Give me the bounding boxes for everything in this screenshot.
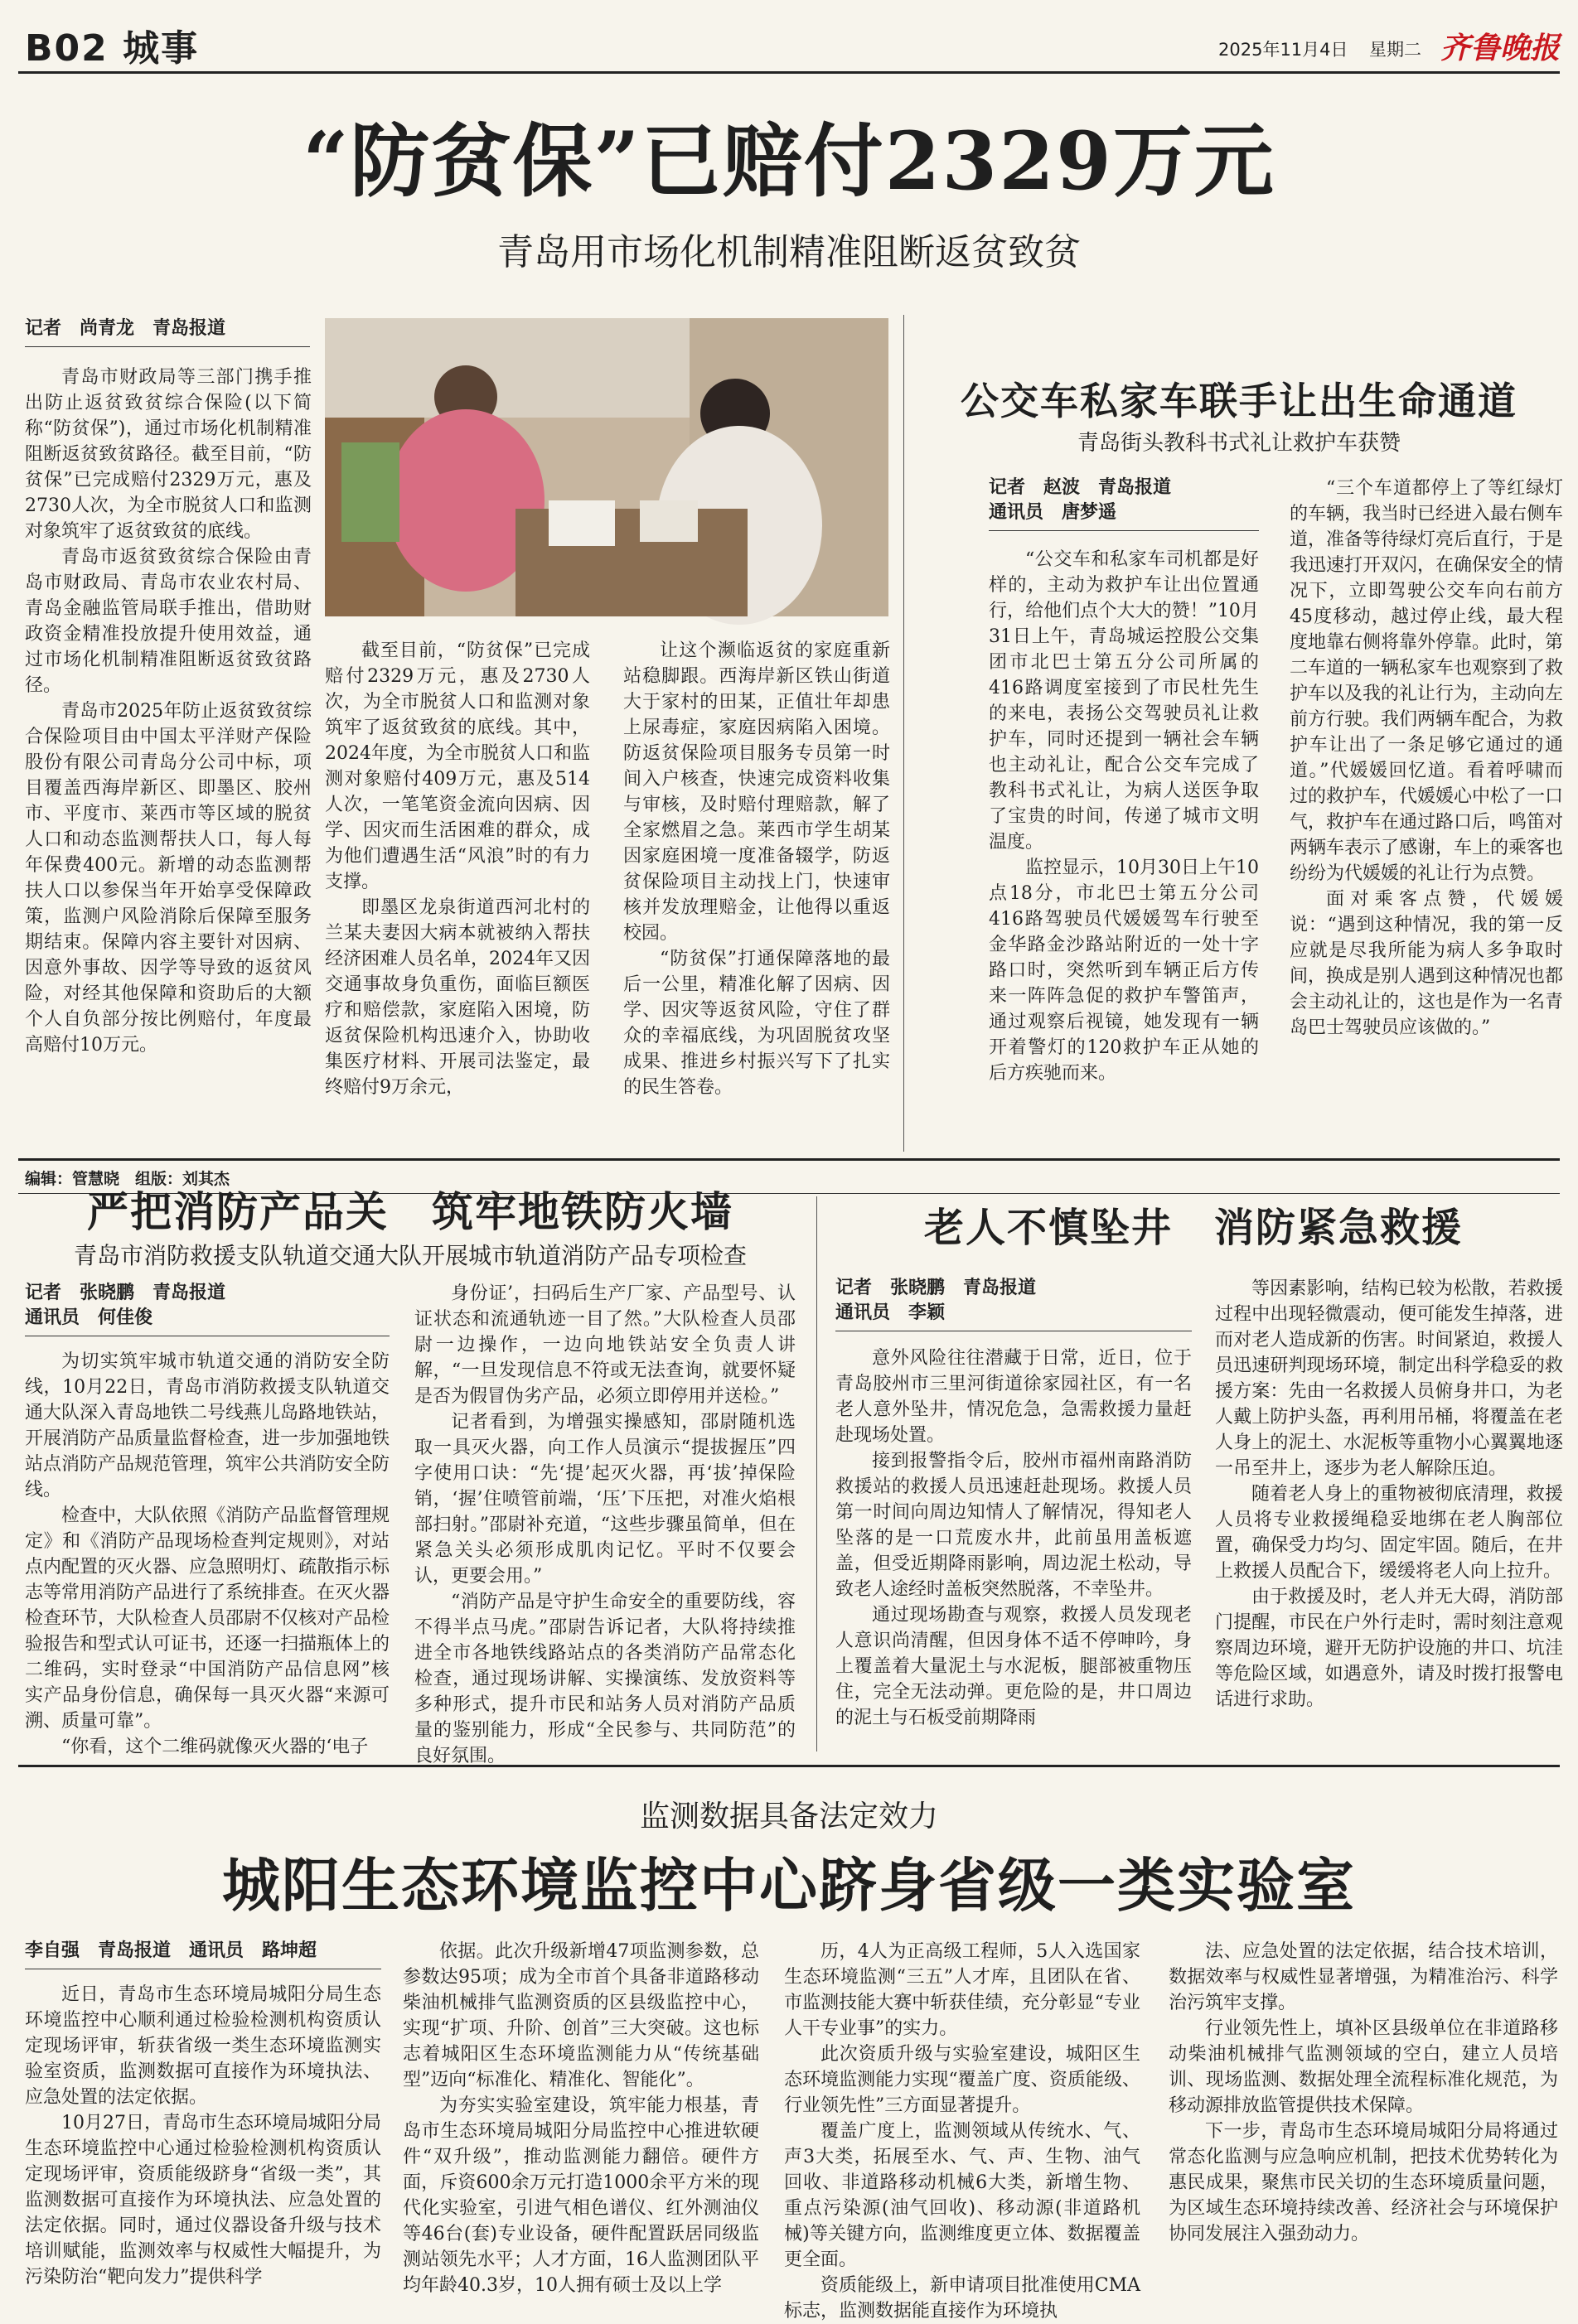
eco-column-2: 依据。此次升级新增47项监测参数，总参数达95项；成为全市首个具备非道路移动柴油机械排气监测资质的区县级监控中心，实现“扩项、升阶、创首”三大突破。这也标志着城阳区生态环境监测能力从“传统基础型”迈向“标准化、精准化、智能化”。 为夯实实验室建设，筑牢能力根基，青岛市生态环境局城阳分局监控中心推进软硬件“双升级”，推动监测能力翻倍。硬件方面，斥资600余万元打造1000余平方米的现代化实验室，引进气相色谱仪、红外测油仪等46台(套)专业设备，硬件配置跃居同级监测站领先水平；人才方面，16人监测团队平均年龄40.3岁，10人拥有硕士及以上学 (403, 1941, 759, 2296)
fire-headline: 严把消防产品关 筑牢地铁防火墙 (87, 1187, 733, 1236)
section-rule-3 (18, 1765, 1560, 1767)
lead-subheadline: 青岛用市场化机制精准阻断返贫致贫 (497, 231, 1081, 273)
eco-kicker: 监测数据具备法定效力 (639, 1800, 938, 1834)
eco-byline: 李自强 青岛报道 通讯员 路坤超 (25, 1940, 317, 1961)
eco-column-3: 历，4人为正高级工程师，5人入选国家生态环境监测“三五”人才库，且团队在省、市监测技能大赛中斩获佳绩，充分彰显“专业人干专业事”的实力。 此次资质升级与实验室建设，城阳区生态环境监测能力实现“覆盖广度、资质能级、行业领先性”三方面显著提升。 覆盖广度上，监测领域从传统水、气、声3大类，拓展至水、气、声、生物、油气回收、非道路移动机械6大类，新增生物、重点污染源(油气回收)、移动源(非道路机械)等关键方向，监测维度更立体、数据覆盖更全面。 资质能级上，新申请项目批准使用CMA标志，监测数据能直接作为环境执 (784, 1941, 1140, 2322)
fire-byline-reporter: 记者 张晓鹏 青岛报道 (25, 1283, 226, 1303)
lead-byline: 记者 尚青龙 青岛报道 (25, 318, 226, 339)
rescue-headline: 老人不慎坠井 消防紧急救援 (923, 1205, 1463, 1251)
photo-of-two-women-at-table-icon (325, 318, 888, 616)
column-divider-2 (816, 1196, 817, 1751)
lead-column-1: 青岛市财政局等三部门携手推出防止返贫致贫综合保险(以下简称“防贫保”)，通过市场化机制精准阻断返贫致贫路径。截至目前，“防贫保”已完成赔付2329万元，惠及2730人次，为全市脱贫人口和监测对象筑牢了返贫致贫的底线。 青岛市返贫致贫综合保险由青岛市财政局、青岛市农业农村局、青岛金融监管局联手推出，借助财政资金精准投放提升使用效益，通过市场化机制精准阻断返贫致贫路径。 青岛市2025年防止返贫致贫综合保险项目由中国太平洋财产保险股份有限公司青岛分公司中标，项目覆盖西海岸新区、即墨区、胶州市、平度市、莱西市等区域的脱贫人口和动态监测帮扶人口，每人每年保费400元。新增的动态监测帮扶人口以参保当年开始享受保障政策，监测户风险消除后保障至服务期结束。保障内容主要针对因病、因意外事故、因学等导致的返贫风险，对经其他保障和资助后的大额个人自负部分按比例赔付，年度最高赔付10万元。 (25, 367, 312, 1056)
lead-column-3: 让这个濒临返贫的家庭重新站稳脚跟。西海岸新区铁山街道大于家村的田某，正值壮年却患上尿毒症，家庭因病陷入困境。防返贫保险项目服务专员第一时间入户核查，快速完成资料收集与审核，及时赔付理赔款，解了全家燃眉之急。莱西市学生胡某因家庭困境一度准备辍学，防返贫保险项目主动找上门，快速审核并发放理赔金，让他得以重返校园。 “防贫保”打通保障落地的最后一公里，精准化解了因病、因学、因灾等返贫风险，守住了群众的幸福底线，为巩固脱贫攻坚成果、推进乡村振兴写下了扎实的民生答卷。 (623, 640, 890, 1098)
bus-headline: 公交车私家车联手让出生命通道 (961, 379, 1517, 423)
issue-weekday: 星期二 (1369, 40, 1421, 60)
bus-subheadline: 青岛街头教科书式礼让救护车获赞 (1077, 431, 1401, 456)
editor-credit: 编辑：管慧晓 组版：刘其杰 (25, 1170, 230, 1188)
bus-byline-correspondent: 通讯员 唐梦遥 (989, 502, 1117, 523)
lead-byline-rule (25, 346, 310, 347)
header-rule (18, 71, 1560, 74)
eco-column-4: 法、应急处置的法定依据，结合技术培训，数据效率与权威性显著增强，为精准治污、科学治污筑牢支撑。 行业领先性上，填补区县级单位在非道路移动柴油机械排气监测领域的空白，建立人员培训、现场监测、数据处理全流程标准化规范，为移动源排放监管提供技术保障。 下一步，青岛市生态环境局城阳分局将通过常态化监测与应急响应机制，把技术优势转化为惠民成果，聚焦市民关切的生态环境质量问题，为区域生态环境持续改善、经济社会与环境保护协同发展注入强劲动力。 (1169, 1941, 1558, 2244)
fire-column-1: 为切实筑牢城市轨道交通的消防安全防线，10月22日，青岛市消防救援支队轨道交通大队深入青岛地铁二号线燕儿岛路地铁站，开展消防产品质量监督检查，进一步加强地铁站点消防产品规范管理，筑牢公共消防安全防线。 检查中，大队依照《消防产品监督管理规定》和《消防产品现场检查判定规则》，对站点内配置的灭火器、应急照明灯、疏散指示标志等常用消防产品进行了系统排查。在灭火器检查环节，大队检查人员邵尉不仅核对产品检验报告和型式认可证书，还逐一扫描瓶体上的二维码，实时登录“中国消防产品信息网”核实产品身份信息，确保每一具灭火器“来源可溯、质量可靠”。 “你看，这个二维码就像灭火器的‘电子 (25, 1351, 390, 1757)
column-divider (903, 315, 904, 1152)
rescue-column-1: 意外风险往往潜藏于日常，近日，位于青岛胶州市三里河街道徐家园社区，有一名老人意外坠井，情况危急，急需救援力量赶赴现场处置。 接到报警指令后，胶州市福州南路消防救援站的救援人员迅速赶赴现场。救援人员第一时间向周边知情人了解情况，得知老人坠落的是一口荒废水井，此前虽用盖板遮盖，但受近期降雨影响，周边泥土松动，导致老人途经时盖板突然脱落，不幸坠井。 通过现场勘查与观察，救援人员发现老人意识尚清醒，但因身体不适不停呻吟，身上覆盖着大量泥土与水泥板，腿部被重物压住，完全无法动弹。更危险的是，井口周边的泥土与石板受前期降雨 (835, 1348, 1192, 1728)
masthead-logo: 齐鲁晚报 (1440, 31, 1561, 65)
issue-date: 2025年11月4日 (1218, 40, 1348, 60)
fire-byline-correspondent: 通讯员 何佳俊 (25, 1307, 153, 1328)
lead-headline: “防贫保”已赔付2329万元 (303, 114, 1275, 208)
fire-subheadline: 青岛市消防救援支队轨道交通大队开展城市轨道消防产品专项检查 (73, 1242, 747, 1269)
bus-column-1: “公交车和私家车司机都是好样的，主动为救护车让出位置通行，给他们点个大大的赞！”10月31日上午，青岛城运控股公交集团市北巴士第五分公司所属的416路调度室接到了市民杜先生的来电，表扬公交驾驶员礼让救护车，同时还提到一辆社会车辆也主动礼让，配合公交车完成了教科书式礼让，为病人送医争取了宝贵的时间，传递了城市文明温度。 监控显示，10月30日上午10点18分，市北巴士第五分公司416路驾驶员代媛媛驾车行驶至金华路金沙路站附近的一处十字路口时，突然听到车辆正后方传来一阵阵急促的救护车警笛声，通过观察后视镜，她发现有一辆开着警灯的120救护车正从她的后方疾驰而来。 (989, 549, 1259, 1084)
eco-headline: 城阳生态环境监控中心跻身省级一类实验室 (222, 1851, 1356, 1920)
rescue-byline-correspondent: 通讯员 李颖 (835, 1302, 946, 1323)
bus-column-2: “三个车道都停上了等红绿灯的车辆，我当时已经进入最右侧车道，准备等待绿灯亮后直行，于是我迅速打开双闪，在确保安全的情况下，立即驾驶公交车向右前方45度移动，越过停止线，最大程度地靠右侧将靠外停靠。此时，第二车道的一辆私家车也观察到了救护车以及我的礼让行为，主动向左前方行驶。我们两辆车配合，为救护车让出了一条足够它通过的通道。”代媛媛回忆道。看着呼啸而过的救护车，代媛媛心中松了一口气，救护车在通过路口后，鸣笛对两辆车表示了感谢，车上的乘客也纷纷为代媛媛的礼让行为点赞。 面对乘客点赞，代媛媛说：“遇到这种情况，我的第一反应就是尽我所能为病人多争取时间，换成是别人遇到这种情况也都会主动礼让的，这也是作为一名青岛巴士驾驶员应该做的。” (1290, 478, 1564, 1038)
eco-column-1: 近日，青岛市生态环境局城阳分局生态环境监控中心顺利通过检验检测机构资质认定现场评审，斩获省级一类生态环境监测实验室资质，监测数据可直接作为环境执法、应急处置的法定依据。 10月27日，青岛市生态环境局城阳分局生态环境监控中心通过检验检测机构资质认定现场评审，资质能级跻身“省级一类”，其监测数据可直接作为环境执法、应急处置的法定依据。同时，通过仪器设备升级与技术培训赋能，监测效率与权威性大幅提升，为污染防治“靶向发力”提供科学 (25, 1984, 381, 2288)
lead-column-2: 截至目前，“防贫保”已完成赔付2329万元，惠及2730人次，为全市脱贫人口和监测对象筑牢了返贫致贫的底线。其中，2024年度，为全市脱贫人口和监测对象赔付409万元，惠及514人次，一笔笔资金流向因病、因学、因灾而生活困难的群众，成为他们遭遇生活“风浪”时的有力支撑。 即墨区龙泉街道西河北村的兰某夫妻因大病本就被纳入帮扶经济困难人员名单，2024年又因交通事故身负重伤，面临巨额医疗和赔偿款，家庭陷入困境，防返贫保险机构迅速介入，协助收集医疗材料、开展司法鉴定，最终赔付9万余元， (325, 640, 590, 1098)
bus-byline-reporter: 记者 赵波 青岛报道 (989, 477, 1172, 498)
section-rule (18, 1158, 1560, 1161)
rescue-byline-reporter: 记者 张晓鹏 青岛报道 (835, 1278, 1037, 1298)
section-label: B02 城事 (25, 27, 200, 70)
news-photo (325, 318, 888, 616)
bus-byline-rule (989, 530, 1259, 531)
rescue-column-2: 等因素影响，结构已较为松散，若救援过程中出现轻微震动，便可能发生掉落，进而对老人造成新的伤害。时间紧迫，救援人员迅速研判现场环境，制定出科学稳妥的救援方案：先由一名救援人员俯身井口，为老人戴上防护头盔，再利用吊桶，将覆盖在老人身上的泥土、水泥板等重物小心翼翼地逐一吊至井上，逐步为老人解除压迫。 随着老人身上的重物被彻底清理，救援人员将专业救援绳稳妥地绑在老人胸部位置，确保受力均匀、固定牢固。随后，在井上救援人员配合下，缓缓将老人向上拉升。 由于救援及时，老人并无大碍，消防部门提醒，市民在户外行走时，需时刻注意观察周边环境，避开无防护设施的井口、坑洼等危险区域，如遇意外，请及时拨打报警电话进行求助。 (1215, 1278, 1563, 1710)
fire-column-2: 身份证’，扫码后生产厂家、产品型号、认证状态和流通轨迹一目了然。”大队检查人员邵尉一边操作，一边向地铁站安全负责人讲解，“一旦发现信息不符或无法查询，就要怀疑是否为假冒伪劣产品，必须立即停用并送检。” 记者看到，为增强实操感知，邵尉随机选取一具灭火器，向工作人员演示“提拔握压”四字使用口诀：“先‘提’起灭火器，再‘拔’掉保险销，‘握’住喷管前端，‘压’下压把，对准火焰根部扫射。”邵尉补充道，“这些步骤虽简单，但在紧急关头必须形成肌肉记忆。平时不仅要会认，更要会用。” “消防产品是守护生命安全的重要防线，容不得半点马虎。”邵尉告诉记者，大队将持续推进全市各地铁线路站点的各类消防产品常态化检查，通过现场讲解、实操演练、发放资料等多种形式，提升市民和站务人员对消防产品质量的鉴别能力，形成“全民参与、共同防范”的良好氛围。 (414, 1283, 796, 1766)
